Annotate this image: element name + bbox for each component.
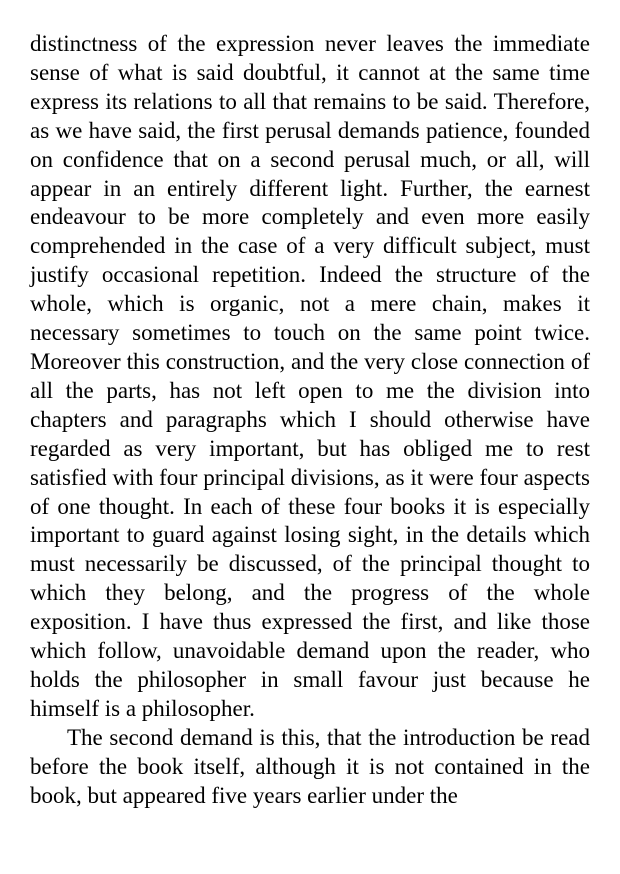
paragraph-continued: distinctness of the expression never leaves the immediate sense of what is said doubtful, it cannot at the same time express its relations to all that remains to be said. Therefore, as we have said, the first perusal demands patience, founded on confidence that on a second perusal much, or all, will appear in an entirely different light. Further, the earnest endeavour to be more completely and even more easily comprehended in the case of a very difficult subject, must justify occasional repetition. Indeed the structure of the whole, which is organic, not a mere chain, makes it necessary sometimes to touch on the same point twice. Moreover this construction, and the very close connection of all the parts, has not left open to me the division into chapters and paragraphs which I should otherwise have regarded as very important, but has obliged me to rest satisfied with four principal divisions, as it were four aspects of one thought. In each of these four books it is especially important to guard against losing sight, in the details which must necessarily be discussed, of the principal thought to which they belong, and the progress of the whole exposition. I have thus expressed the first, and like those which follow, unavoidable demand upon the reader, who holds the philosopher in small favour just because he himself is a philosopher. <box>30 31 590 721</box>
paragraph-second-demand: The second demand is this, that the introduction be read before the book itself, although it is not contained in the book, but appeared five years earlier under the <box>30 724 590 808</box>
document-page <box>30 30 590 810</box>
